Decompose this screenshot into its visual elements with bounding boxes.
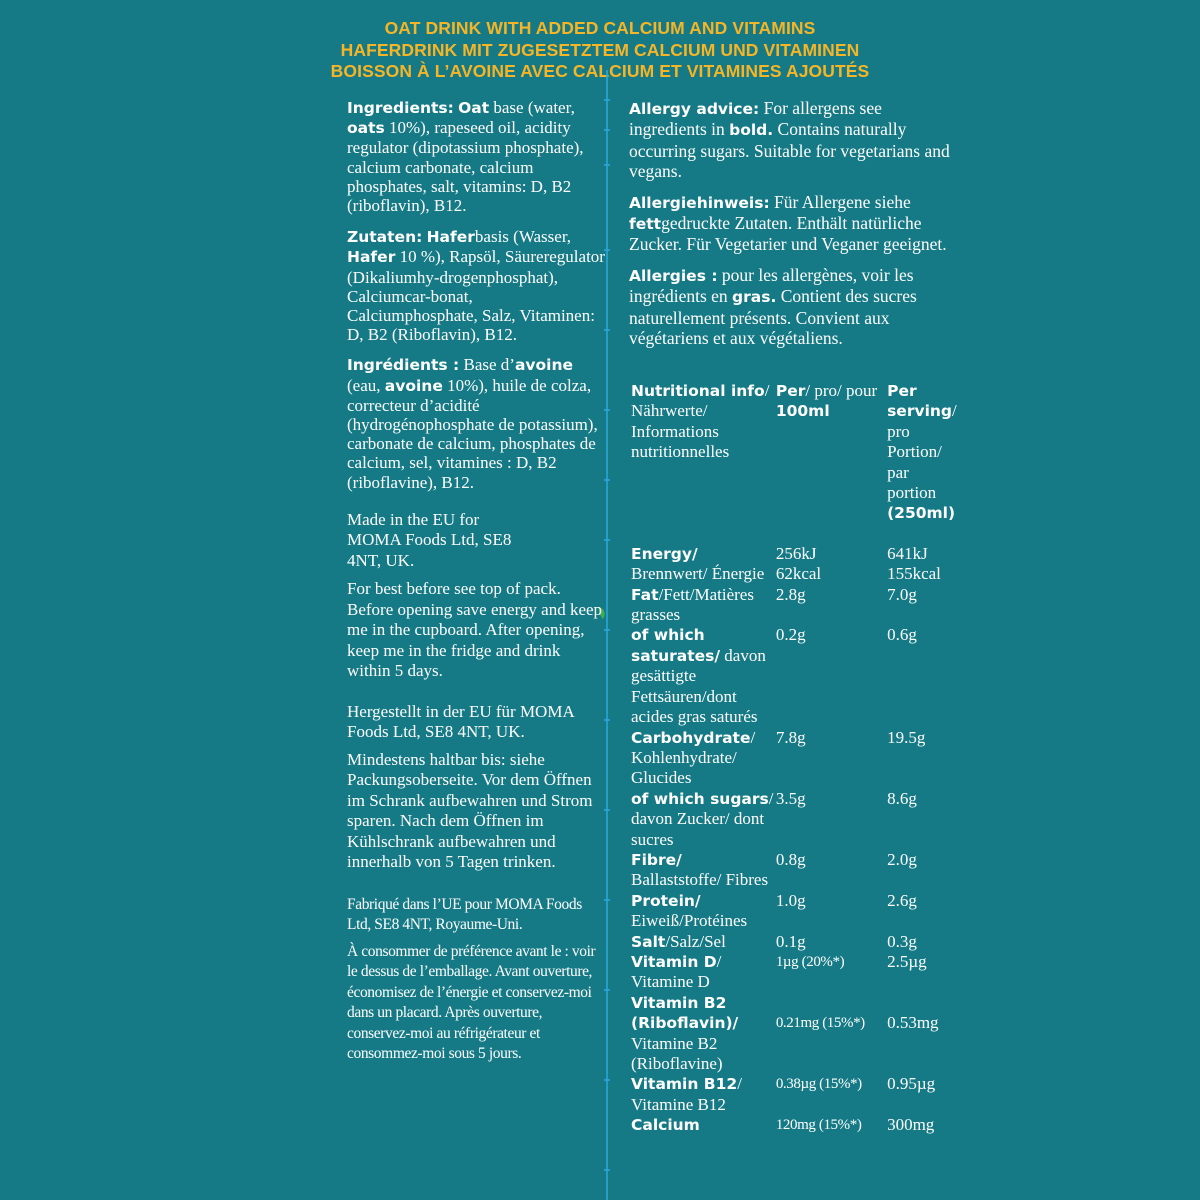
nutrition-table [631, 381, 961, 1136]
table-row: Protein/ Eiweiß/Protéines 1.0g 2.6g [631, 890, 917, 931]
storage-german: Mindestens haltbar bis: siehe Packungsoberseite. Vor dem Öffnen im Schrank aufbewahren und Strom sparen. Nach dem Öffnen im Kühlschrank aufbewahren und innerhalb von 5 Tagen trinken. [347, 749, 593, 872]
table-row: of which saturates/ davon gesättigte Fettsäuren/dont acides gras saturés 0.2g 0.6g [631, 625, 917, 727]
storage-english: For best before see top of pack. Before opening save energy and keep me in the cupboard. After opening, keep me in the fridge and drink within 5 days. [347, 579, 603, 681]
header-per-100ml: Per/ pro/ pour 100ml [775, 381, 878, 421]
header-nutrient: Nutritional info/ Nährwerte/ Informations nutritionnelles [631, 381, 770, 462]
right-column [629, 98, 959, 348]
nutrition-header-row [631, 381, 961, 544]
table-row: Vitamin B12/ Vitamine B12 0.38µg (15%*) 0.95µg [631, 1074, 936, 1114]
table-row: Vitamin B2 (Riboflavin)/ Vitamine B2 (Riboflavine) 0.21mg (15%*) 0.53mg [631, 993, 939, 1073]
allergy-french: Allergies : pour les allergènes, voir les ingrédients en gras. Contient des sucres naturellement présents. Convient aux végétariens et aux végétaliens. [629, 264, 917, 349]
table-row: of which sugars/ davon Zucker/ dont sucres 3.5g 8.6g [631, 788, 917, 849]
table-row: Salt/Salz/Sel 0.1g 0.3g [631, 931, 917, 951]
allergy-german: Allergiehinweis: Für Allergene siehe fettgedruckte Zutaten. Enthält natürliche Zucker. Für Vegetarier und Veganer geeignet. [629, 191, 947, 255]
ingredients-english: Ingredients: Oat base (water, oats 10%), rapeseed oil, acidity regulator (dipotassium phosphate), calcium carbonate, calcium phosphates, salt, vitamins: D, B2 (riboflavin), B12. [347, 98, 584, 216]
title-french: BOISSON À L’AVOINE AVEC CALCIUM ET VITAMINES AJOUTÉS [330, 61, 870, 81]
title-german: HAFERDRINK MIT ZUGESETZTEM CALCIUM UND VITAMINEN [340, 39, 860, 60]
storage-french: À consommer de préférence avant le : voir le dessus de l’emballage. Avant ouverture, économisez de l’énergie et conservez-moi dans un placard. Après ouverture, conservez-moi au réfrigérateur et consommez-moi sous 5 jours. [347, 942, 596, 1063]
ingredients-french: Ingrédients : Base d’avoine (eau, avoine 10%), huile de colza, correcteur d’acidité (hydrogénophosphate de potassium), carbonate de calcium, phosphates de calcium, sel, vitamines : D, B2 (riboflavine), B12. [347, 355, 598, 492]
table-row: Fibre/ Ballaststoffe/ Fibres 0.8g 2.0g [631, 849, 917, 890]
made-in-french: Fabriqué dans l’UE pour MOMA Foods Ltd, SE8 4NT, Royaume-Uni. [347, 895, 582, 934]
ingredients-german: Zutaten: Haferbasis (Wasser, Hafer 10 %), Rapsöl, Säureregulator (Dikaliumhy-drogenphosphat), Calciumcar-bonat, Calciumphosphate, Salz, Vitaminen: D, B2 (Riboflavin), B12. [347, 227, 605, 345]
allergy-english: Allergy advice: For allergens see ingredients in bold. Contains naturally occurring sugars. Suitable for vegetarians and vegans. [629, 98, 950, 182]
product-title-block [0, 18, 1200, 83]
table-row: Energy/ Brennwert/ Énergie 256kJ 62kcal 641kJ 155kcal [631, 543, 941, 584]
table-row: Vitamin D/ Vitamine D 1µg (20%*) 2.5µg [631, 951, 927, 992]
made-in-german: Hergestellt in der EU für MOMA Foods Ltd, SE8 4NT, UK. [347, 701, 574, 742]
table-row: Calcium 120mg (15%*) 300mg [631, 1115, 935, 1135]
made-in-english: Made in the EU for MOMA Foods Ltd, SE8 4NT, UK. [347, 509, 512, 570]
left-column [347, 98, 605, 1065]
table-row: Carbohydrate/ Kohlenhydrate/ Glucides 7.8g 19.5g [631, 727, 926, 788]
title-english: OAT DRINK WITH ADDED CALCIUM AND VITAMINS [384, 18, 816, 38]
header-per-serving: Per serving/ pro Portion/ par portion (250ml) [887, 382, 957, 523]
table-row: Fat/Fett/Matières grasses 2.8g 7.0g [631, 584, 917, 625]
